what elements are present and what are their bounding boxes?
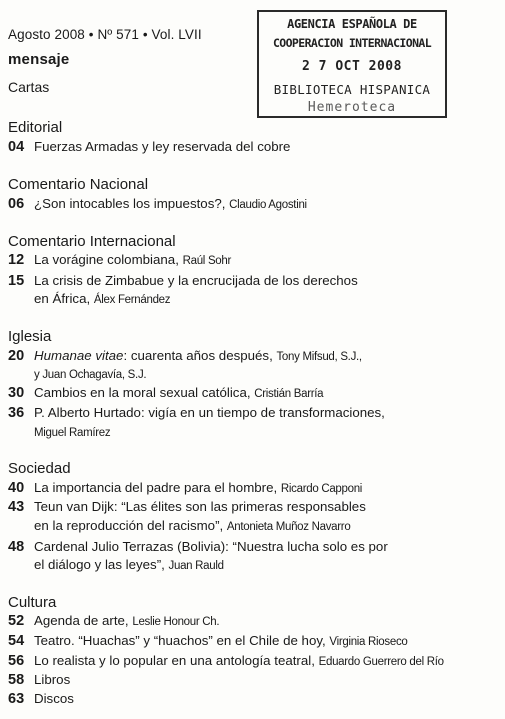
article-title-cont: en África, <box>34 291 91 306</box>
page-number: 58 <box>8 672 25 688</box>
toc-entry[interactable] <box>8 653 444 669</box>
page-number: 43 <box>8 499 25 515</box>
page-number: 63 <box>8 691 25 707</box>
toc-entry[interactable] <box>8 252 231 268</box>
page-number: 40 <box>8 480 25 496</box>
article-title: Fuerzas Armadas y ley reservada del cobre <box>34 139 291 154</box>
article-author: Virginia Rioseco <box>329 636 408 648</box>
stamp-line-cooperation: COOPERACION INTERNACIONAL <box>272 36 432 50</box>
magazine-brand: mensaje <box>8 51 70 68</box>
article-title: P. Alberto Hurtado: vigía en un tiempo de transformaciones, <box>34 405 385 420</box>
article-title: Teun van Dijk: “Las élites son las primeras responsables <box>34 499 366 514</box>
section-title-internacional: Comentario Internacional <box>8 233 176 250</box>
toc-entry[interactable] <box>8 480 362 496</box>
page-number: 54 <box>8 633 25 649</box>
section-cartas: Cartas <box>8 79 50 95</box>
article-author: Eduardo Guerrero del Río <box>318 656 444 668</box>
article-author: Miguel Ramírez <box>34 427 111 439</box>
article-title: La importancia del padre para el hombre, <box>34 480 278 495</box>
article-author: Ricardo Capponi <box>280 483 363 495</box>
issue-line: Agosto 2008 • Nº 571 • Vol. LVII <box>8 27 202 42</box>
section-title-nacional: Comentario Nacional <box>8 176 149 193</box>
toc-entry-continuation <box>34 557 224 572</box>
article-author: Raúl Sohr <box>182 255 232 267</box>
toc-entry[interactable] <box>8 691 74 707</box>
stamp-line-hemeroteca: Hemeroteca <box>307 100 397 115</box>
stamp-line-library: BIBLIOTECA HISPANICA <box>273 82 431 97</box>
article-author: Álex Fernández <box>93 294 171 306</box>
article-title: Cambios en la moral sexual católica, <box>34 385 251 400</box>
toc-entry[interactable] <box>8 385 323 401</box>
toc-entry[interactable] <box>8 539 388 555</box>
section-title-cultura: Cultura <box>8 594 57 611</box>
article-title: Agenda de arte, <box>34 613 129 628</box>
article-author: Leslie Honour Ch. <box>132 616 220 628</box>
toc-entry[interactable] <box>8 196 307 212</box>
toc-entry[interactable] <box>8 139 290 155</box>
article-author-cont: y Juan Ochagavía, S.J. <box>34 369 147 381</box>
stamp-date: 2 7 OCT 2008 <box>302 59 402 74</box>
article-author: Claudio Agostini <box>229 199 307 211</box>
article-author: Antonieta Muñoz Navarro <box>226 521 351 533</box>
toc-entry[interactable] <box>8 405 385 421</box>
article-title: ¿Son intocables los impuestos?, <box>34 196 226 211</box>
article-author: Tony Mifsud, S.J., <box>276 351 362 363</box>
page-number: 04 <box>8 139 25 155</box>
section-title-editorial: Editorial <box>8 119 63 136</box>
section-title-sociedad: Sociedad <box>8 460 71 477</box>
library-stamp <box>257 10 447 118</box>
toc-entry[interactable] <box>8 273 358 289</box>
toc-entry[interactable] <box>8 348 362 364</box>
article-title: Libros <box>34 672 71 687</box>
stamp-line-agency: AGENCIA ESPAÑOLA DE <box>287 17 417 31</box>
article-title: La vorágine colombiana, <box>34 252 179 267</box>
section-title-iglesia: Iglesia <box>8 328 52 345</box>
toc-entry-continuation <box>34 518 350 533</box>
toc-entry[interactable] <box>8 613 219 629</box>
page-number: 30 <box>8 385 25 401</box>
toc-entry[interactable] <box>8 499 366 515</box>
article-title-cont: en la reproducción del racismo”, <box>34 518 224 533</box>
article-title: Lo realista y lo popular en una antología teatral, <box>34 653 315 668</box>
toc-entry[interactable] <box>8 672 70 688</box>
article-title: Cardenal Julio Terrazas (Bolivia): “Nuestra lucha solo es por <box>34 539 388 554</box>
page-number: 15 <box>8 273 25 289</box>
article-title: : cuarenta años después, <box>123 348 273 363</box>
page-number: 36 <box>8 405 25 421</box>
article-title: Discos <box>34 691 74 706</box>
page-number: 52 <box>8 613 25 629</box>
page-number: 56 <box>8 653 25 669</box>
article-author: Juan Rauld <box>168 560 224 572</box>
article-title: La crisis de Zimbabue y la encrucijada de los derechos <box>34 273 358 288</box>
toc-entry-continuation <box>34 424 110 439</box>
article-title-cont: el diálogo y las leyes”, <box>34 557 165 572</box>
page-number: 20 <box>8 348 25 364</box>
article-author: Cristián Barría <box>254 388 324 400</box>
toc-entry-continuation <box>34 366 146 381</box>
page-number: 12 <box>8 252 25 268</box>
toc-entry-continuation <box>34 291 170 306</box>
page-number: 06 <box>8 196 25 212</box>
page-number: 48 <box>8 539 25 555</box>
article-title: Teatro. “Huachas” y “huachos” en el Chile de hoy, <box>34 633 326 648</box>
toc-entry[interactable] <box>8 633 408 649</box>
article-title-italic: Humanae vitae <box>34 348 124 363</box>
